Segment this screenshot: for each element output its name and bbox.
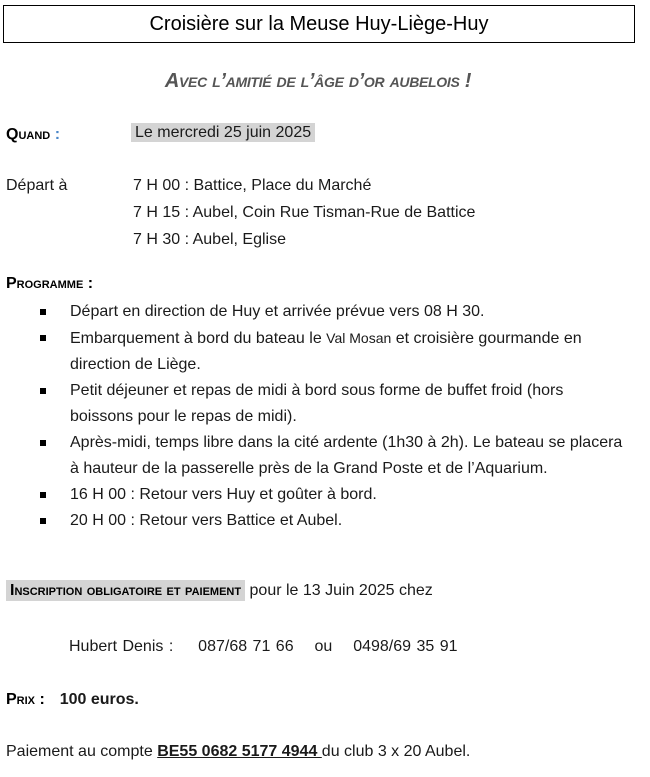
depart-stop: 7 H 30 : Aubel, Eglise [133,231,286,248]
list-item: 20 H 00 : Retour vers Battice et Aubel. [40,508,630,534]
subtitle: Avec l’amitié de l’âge d’or aubelois ! [164,70,472,92]
quand-colon: : [54,126,61,143]
paiement-row [6,743,470,761]
list-item: 16 H 00 : Retour vers Huy et goûter à bord. [40,482,630,508]
depart-stop: 7 H 00 : Battice, Place du Marché [133,177,372,194]
page-title: Croisière sur la Meuse Huy-Liège-Huy [3,5,635,43]
prix-row [6,691,139,709]
boat-name: Val Mosan [326,330,392,346]
list-item: Départ en direction de Huy et arrivée prévue vers 08 H 30. [40,299,630,325]
contact-or: ou [314,638,333,655]
quand-label: Quand [6,126,51,143]
inscription-label: Inscription obligatoire et paiement [6,580,245,601]
prix-value: 100 euros. [59,691,139,708]
quand-row [6,126,60,144]
contact-name: Hubert Denis : [69,638,174,655]
paiement-text: du club 3 x 20 Aubel. [321,743,471,760]
programme-list [40,299,630,534]
list-item: Embarquement à bord du bateau le Val Mosan et croisière gourmande en direction de Liège. [40,325,630,378]
contact-phone: 0498/69 35 91 [353,638,458,655]
depart-stop: 7 H 15 : Aubel, Coin Rue Tisman-Rue de Battice [133,204,476,221]
quand-date: Le mercredi 25 juin 2025 [131,123,315,142]
paiement-text: Paiement au compte [6,743,158,760]
contact-phone: 087/68 71 66 [198,638,294,655]
list-item: Après-midi, temps libre dans la cité ardente (1h30 à 2h). Le bateau se placera à hauteur de la passerelle près de la Grand Poste et de l’Aquarium. [40,430,630,482]
prix-label: Prix : [6,691,45,708]
inscription-row [6,582,433,600]
account-number: BE55 0682 5177 4944 [157,743,322,760]
inscription-text: pour le 13 Juin 2025 chez [245,582,433,599]
programme-label: Programme : [6,275,94,292]
quand-date-wrap [131,124,315,142]
contact-row [69,638,458,656]
depart-label: Départ à [6,177,68,194]
list-item: Petit déjeuner et repas de midi à bord sous forme de buffet froid (hors boissons pour le repas de midi). [40,378,630,430]
